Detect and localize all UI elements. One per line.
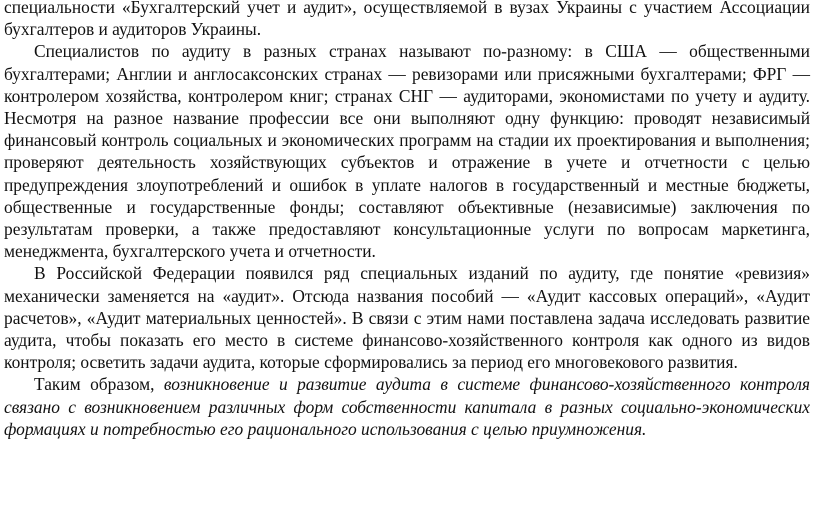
paragraph-continuation: специальности «Бухгалтерский учет и аудит», осуществляемой в вузах Украины с участием Ассоциации бухгалтеров и аудиторов Украины. [4,0,810,40]
paragraph-russian-federation: В Российской Федерации появился ряд специальных изданий по аудиту, где понятие «ревизия» механически заменяется на «аудит». Отсюда названия пособий — «Аудит кассовых операций», «Аудит расчетов», «Аудит материальных ценностей». В связи с этим нами поставлена задача исследовать развитие аудита, чтобы показать его место в системе финансово-хозяйственного контроля как одного из видов контроля; осветить задачи аудита, которые сформировались за период его многовекового развития. [4,263,810,373]
conclusion-lead-text: Таким образом, [34,374,164,395]
conclusion-italic-text: возникновение и развитие аудита в системе финансово-хозяйственного контроля связано с возникновением различных форм собственности капитала в разных социально-экономических формациях и потребностью его рационального использования с целью приумножения. [4,374,810,439]
paragraph-specialists: Специалистов по аудиту в разных странах называют по-разному: в США — общественными бухгалтерами; Англии и англосаксонских странах — ревизорами или присяжными бухгалтерами; ФРГ — контролером хозяйства, контролером книг; странах СНГ — аудиторами, экономистами по учету и аудиту. Несмотря на разное название профессии все они выполняют одну функцию: проводят независимый финансовый контроль социальных и экономических программ на стадии их проектирования и выполнения; проверяют деятельность хозяйствующих субъектов и отражение в учете и отчетности с целью предупреждения злоупотреблений и ошибок в уплате налогов в государственный и местные бюджеты, общественные и государственные фонды; составляют объективные (независимые) заключения по результатам проверки, а также предоставляют консультационные услуги по вопросам маркетинга, менеджмента, бухгалтерского учета и отчетности. [4,41,810,262]
paragraph-conclusion [4,373,810,440]
